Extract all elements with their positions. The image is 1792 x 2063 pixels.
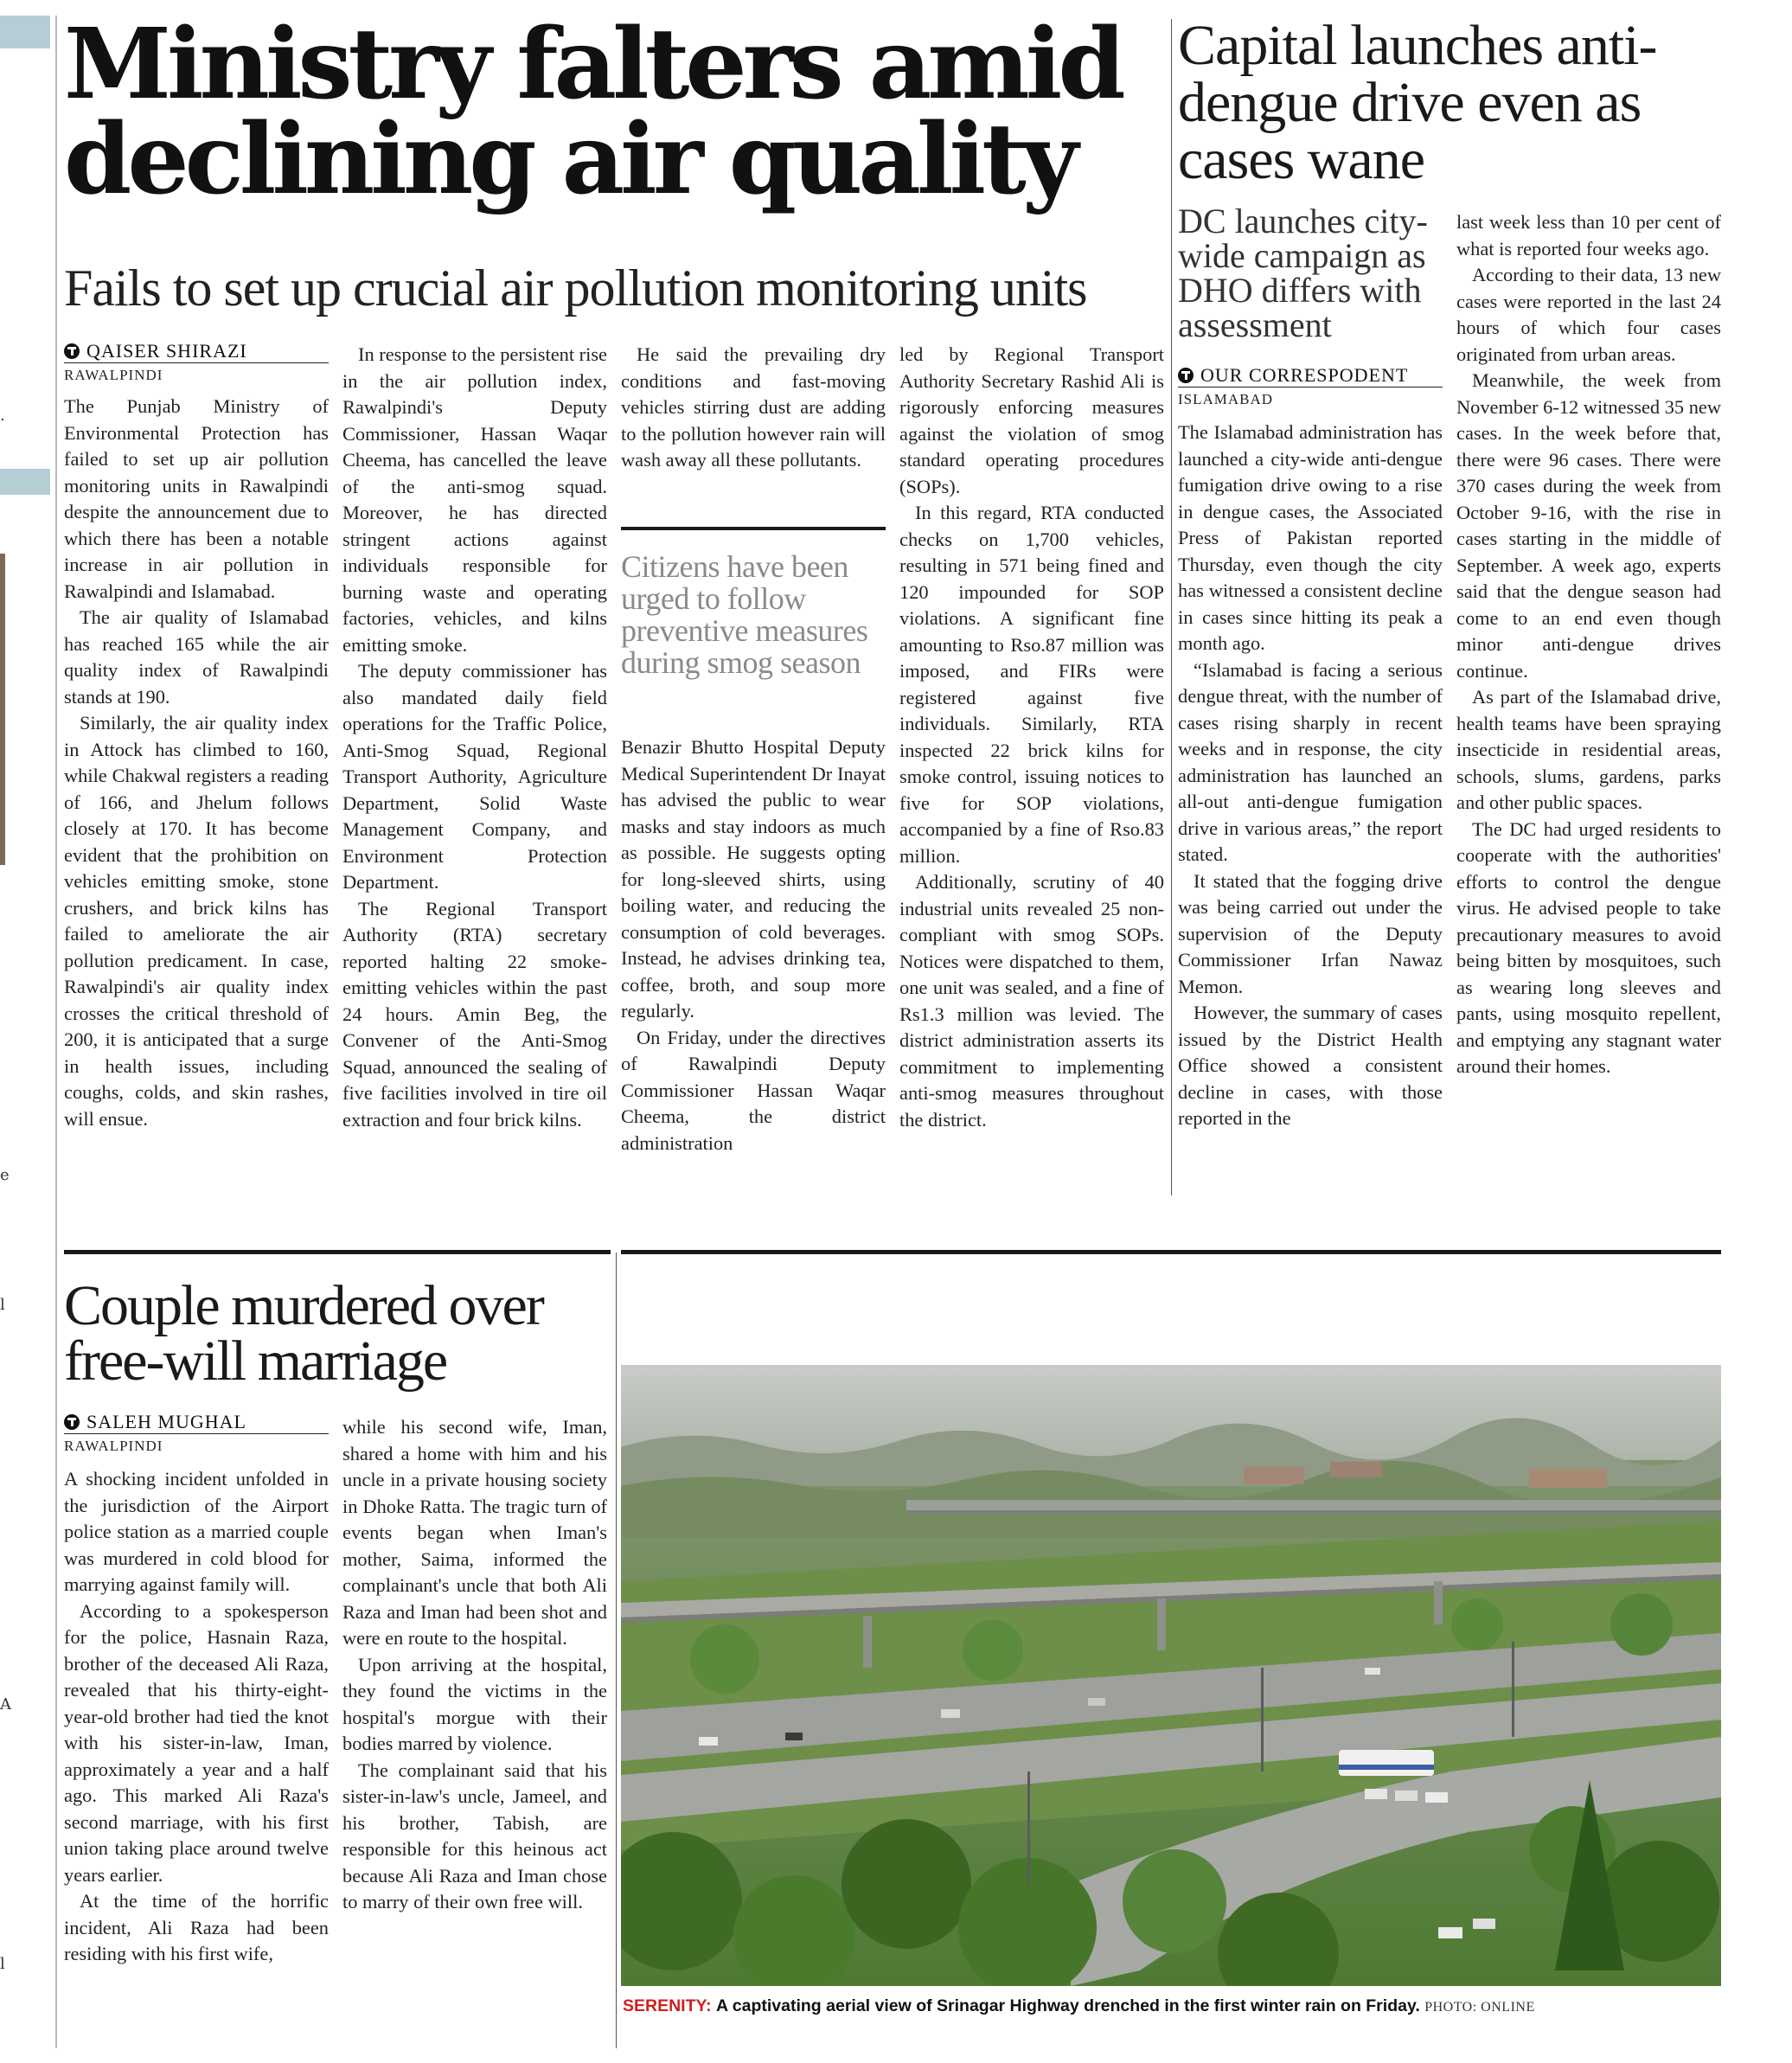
paragraph: The Punjab Ministry of Environmental Protection has failed to set up air pollution monitoring units in Rawalpindi despite the announcement due to which there has been a notable increase in air pollution in Rawalpindi and Islamabad. [64,395,329,602]
margin-fragment: l [0,1955,5,1973]
paragraph: The deputy commissioner has also mandated daily field operations for the Traffic Police, Anti-Smog Squad, Regional Transport Authority, Agriculture Department, Solid Waste Management Company, and Environment Protection Department. [342,660,607,893]
caption-text: A captivating aerial view of Srinagar Highway drenched in the first winter rain on Friday. [716,1996,1420,2015]
paragraph: The air quality of Islamabad has reached 165 while the air quality index of Rawalpindi stands at 190. [64,606,329,708]
margin-fragment: A [0,1695,11,1714]
byline-name: QAISER SHIRAZI [86,339,247,362]
srinagar-highway-photo [621,1365,1721,1986]
paragraph: He said the prevailing dry conditions and fast-moving vehicles stirring dust are adding to the pollution however rain will wash away all these pollutants. [621,343,886,471]
margin-color-bar [0,469,50,495]
byline [64,1410,329,1434]
paragraph: Benazir Bhutto Hospital Deputy Medical Superintendent Dr Inayat has advised the public to wear masks and stay indoors as much as possible. He suggests opting for long-sleeved shirts, using boiling water, and reducing the consumption of cold beverages. Instead, he advises drinking tea, coffee, broth, and soup more regularly. [621,736,886,1022]
paragraph: while his second wife, Iman, shared a home with him and his uncle in a private housing society in Dhoke Ratta. The tragic turn of events began when Iman's mother, Saima, informed the complainant's uncle that both Ali Raza and Iman had been shot and were en route to the hospital. [342,1416,607,1649]
dateline: RAWALPINDI [64,367,163,383]
pull-quote: Citizens have been urged to follow preventive measures during smog season [621,549,868,680]
main-column-4 [899,342,1164,1133]
paragraph: According to their data, 13 new cases were reported in the last 24 hours of which four cases originated from urban areas. [1456,264,1721,365]
paragraph: led by Regional Transport Authority Secretary Rashid Ali is rigorously enforcing measures against the violation of smog standard operating procedures (SOPs). [899,343,1164,497]
page-left-rule [55,16,57,2048]
paragraph: A shocking incident unfolded in the jurisdiction of the Airport police station as a married couple was murdered in cold blood for marrying against family will. [64,1468,329,1595]
couple-column-2 [342,1414,607,1916]
photo-caption [623,1996,1535,2018]
paragraph: It stated that the fogging drive was being carried out under the supervision of the Deputy Commissioner Irfan Nawaz Memon. [1178,869,1443,997]
paragraph: last week less than 10 per cent of what is reported four weeks ago. [1456,211,1721,259]
side-column-1 [1178,420,1443,1132]
side-headline: Capital launches anti-dengue drive even as cases wane [1178,14,1657,191]
paragraph: In this regard, RTA conducted checks on 1,700 vehicles, resulting in 571 being fined and 120 impounded for SOP violations. A significant fine amounting to Rso.87 million was imposed, and FIRs were registered against five individuals. Similarly, RTA inspected 22 brick kilns for smoke control, issuing notices to five for SOP violations, accompanied by a fine of Rso.83 million. [899,502,1164,867]
main-column-3-top [621,342,886,474]
paragraph: Similarly, the air quality index in Attock has climbed to 160, while Chakwal registers a reading of 166, and Jhelum follows closely at 170. It has become evident that the prohibition on vehicles emitting smoke, stone crushers, and brick kilns has failed to ameliorate the air pollution predicament. In case, Rawalpindi's air quality index crosses the critical threshold of 200, it is anticipated that a surge in health issues, including coughs, colds, and skin rashes, will ensue. [64,712,329,1130]
side-dek: DC launches city-wide campaign as DHO differs with assessment [1178,202,1428,344]
byline [1178,363,1443,388]
dateline: RAWALPINDI [64,1438,163,1454]
paragraph: Additionally, scrutiny of 40 industrial units revealed 25 non-compliant with smog SOPs. Notices were dispatched to them, one unit was sealed, and a fine of Rs1.3 million was levied. The district administration asserts its commitment to implementing anti-smog measures throughout the district. [899,871,1164,1131]
margin-fragment: l [0,1296,5,1314]
paragraph: Meanwhile, the week from November 6-12 witnessed 35 new cases. In the week before that, there were 96 cases. There were 370 cases during the week from October 9-16, with the rise in cases starting in the middle of September. A week ago, experts said that the dengue season had come to an end even though minor anti-dengue drives continue. [1456,369,1721,682]
paragraph: On Friday, under the directives of Rawalpindi Deputy Commissioner Hassan Waqar Cheema, the district administration [621,1026,886,1154]
section-rule [64,1250,611,1254]
paragraph: Upon arriving at the hospital, they found the victims in the hospital's morgue with their bodies marred by violence. [342,1653,607,1754]
side-column-2 [1456,209,1721,1080]
couple-byline-block [64,1410,329,1455]
pull-quote-rule [621,527,886,530]
column-separator [1171,19,1172,1195]
byline-name: OUR CORRESPODENT [1200,363,1409,386]
paragraph: In response to the persistent rise in the air pollution index, Rawalpindi's Deputy Commissioner, Hassan Waqar Cheema, has cancelled the leave of the anti-smog squad. Moreover, he has directed stringent actions against individuals responsible for burning waste and operating factories, vehicles, and kilns emitting smoke. [342,343,607,656]
paragraph: The complainant said that his sister-in-law's uncle, Jameel, and his brother, Tabish, are responsible for this heinous act because Ali Raza and Iman chose to marry of their own free will. [342,1759,607,1912]
main-headline-line: Ministry falters amid [64,8,1122,121]
couple-headline-line: Couple murdered over [64,1274,543,1337]
photo-credit: PHOTO: ONLINE [1424,2000,1535,2015]
express-logo-icon [64,1414,80,1430]
couple-headline [64,1274,609,1393]
aerial-highway-image [621,1365,1721,1986]
margin-color-bar [0,16,50,48]
section-rule [621,1250,1721,1254]
byline-name: SALEH MUGHAL [86,1410,246,1432]
couple-headline-line: free-will marriage [64,1329,447,1393]
margin-fragment: . [0,407,5,425]
main-column-3-bottom [621,734,886,1156]
main-headline-line: declining air quality [64,103,1074,216]
main-byline-block [64,339,329,384]
paragraph: The Islamabad administration has launched a city-wide anti-dengue fumigation drive owing to a rise in dengue cases, the Associated Press of Pakistan reported Thursday, even though the city has witnessed a consistent decline in cases since hitting its peak a month ago. [1178,421,1443,654]
dateline: ISLAMABAD [1178,391,1274,407]
paragraph: The DC had urged residents to cooperate with the authorities' efforts to control the dengue virus. He advised people to take precautionary measures to avoid being bitten by mosquitoes, such as wearing long sleeves and pants, using mosquito repellent, and emptying any stagnant water around their homes. [1456,817,1721,1077]
column-separator [616,1253,617,2048]
main-column-1 [64,394,329,1132]
main-column-2 [342,342,607,1133]
paragraph: However, the summary of cases issued by the District Health Office showed a consistent decline in cases, with those reported in the [1178,1002,1443,1129]
express-logo-icon [1178,368,1194,383]
side-byline-block [1178,363,1443,408]
main-headline [64,8,1180,216]
caption-label: SERENITY: [623,1996,712,2015]
paragraph: As part of the Islamabad drive, health teams have been spraying insecticide in residential areas, schools, slums, gardens, parks and other public spaces. [1456,686,1721,813]
margin-photo-sliver [0,554,5,865]
express-logo-icon [64,343,80,359]
couple-column-1 [64,1466,329,1968]
paragraph: The Regional Transport Authority (RTA) secretary reported halting 22 smoke-emitting vehicles within the past 24 hours. Amin Beg, the Convener of the Anti-Smog Squad, announced the sealing of five facilities involved in tire oil extraction and four brick kilns. [342,897,607,1131]
main-subheadline: Fails to set up crucial air pollution monitoring units [64,259,1087,317]
paragraph: At the time of the horrific incident, Ali Raza had been residing with his first wife, [64,1890,329,1964]
paragraph: “Islamabad is facing a serious dengue threat, with the number of cases rising sharply in recent weeks and in response, the city administration has launched an all-out anti-dengue fumigation drive in various areas,” the report stated. [1178,658,1443,865]
margin-fragment: e [0,1166,10,1184]
paragraph: According to a spokesperson for the police, Hasnain Raza, brother of the deceased Ali Raza, revealed that his thirty-eight-year-old brother had tied the knot with his sister-in-law, Iman, approximately a year and a half ago. This marked Ali Raza's second marriage, with his first union taking place around twelve years earlier. [64,1599,329,1886]
byline [64,339,329,363]
